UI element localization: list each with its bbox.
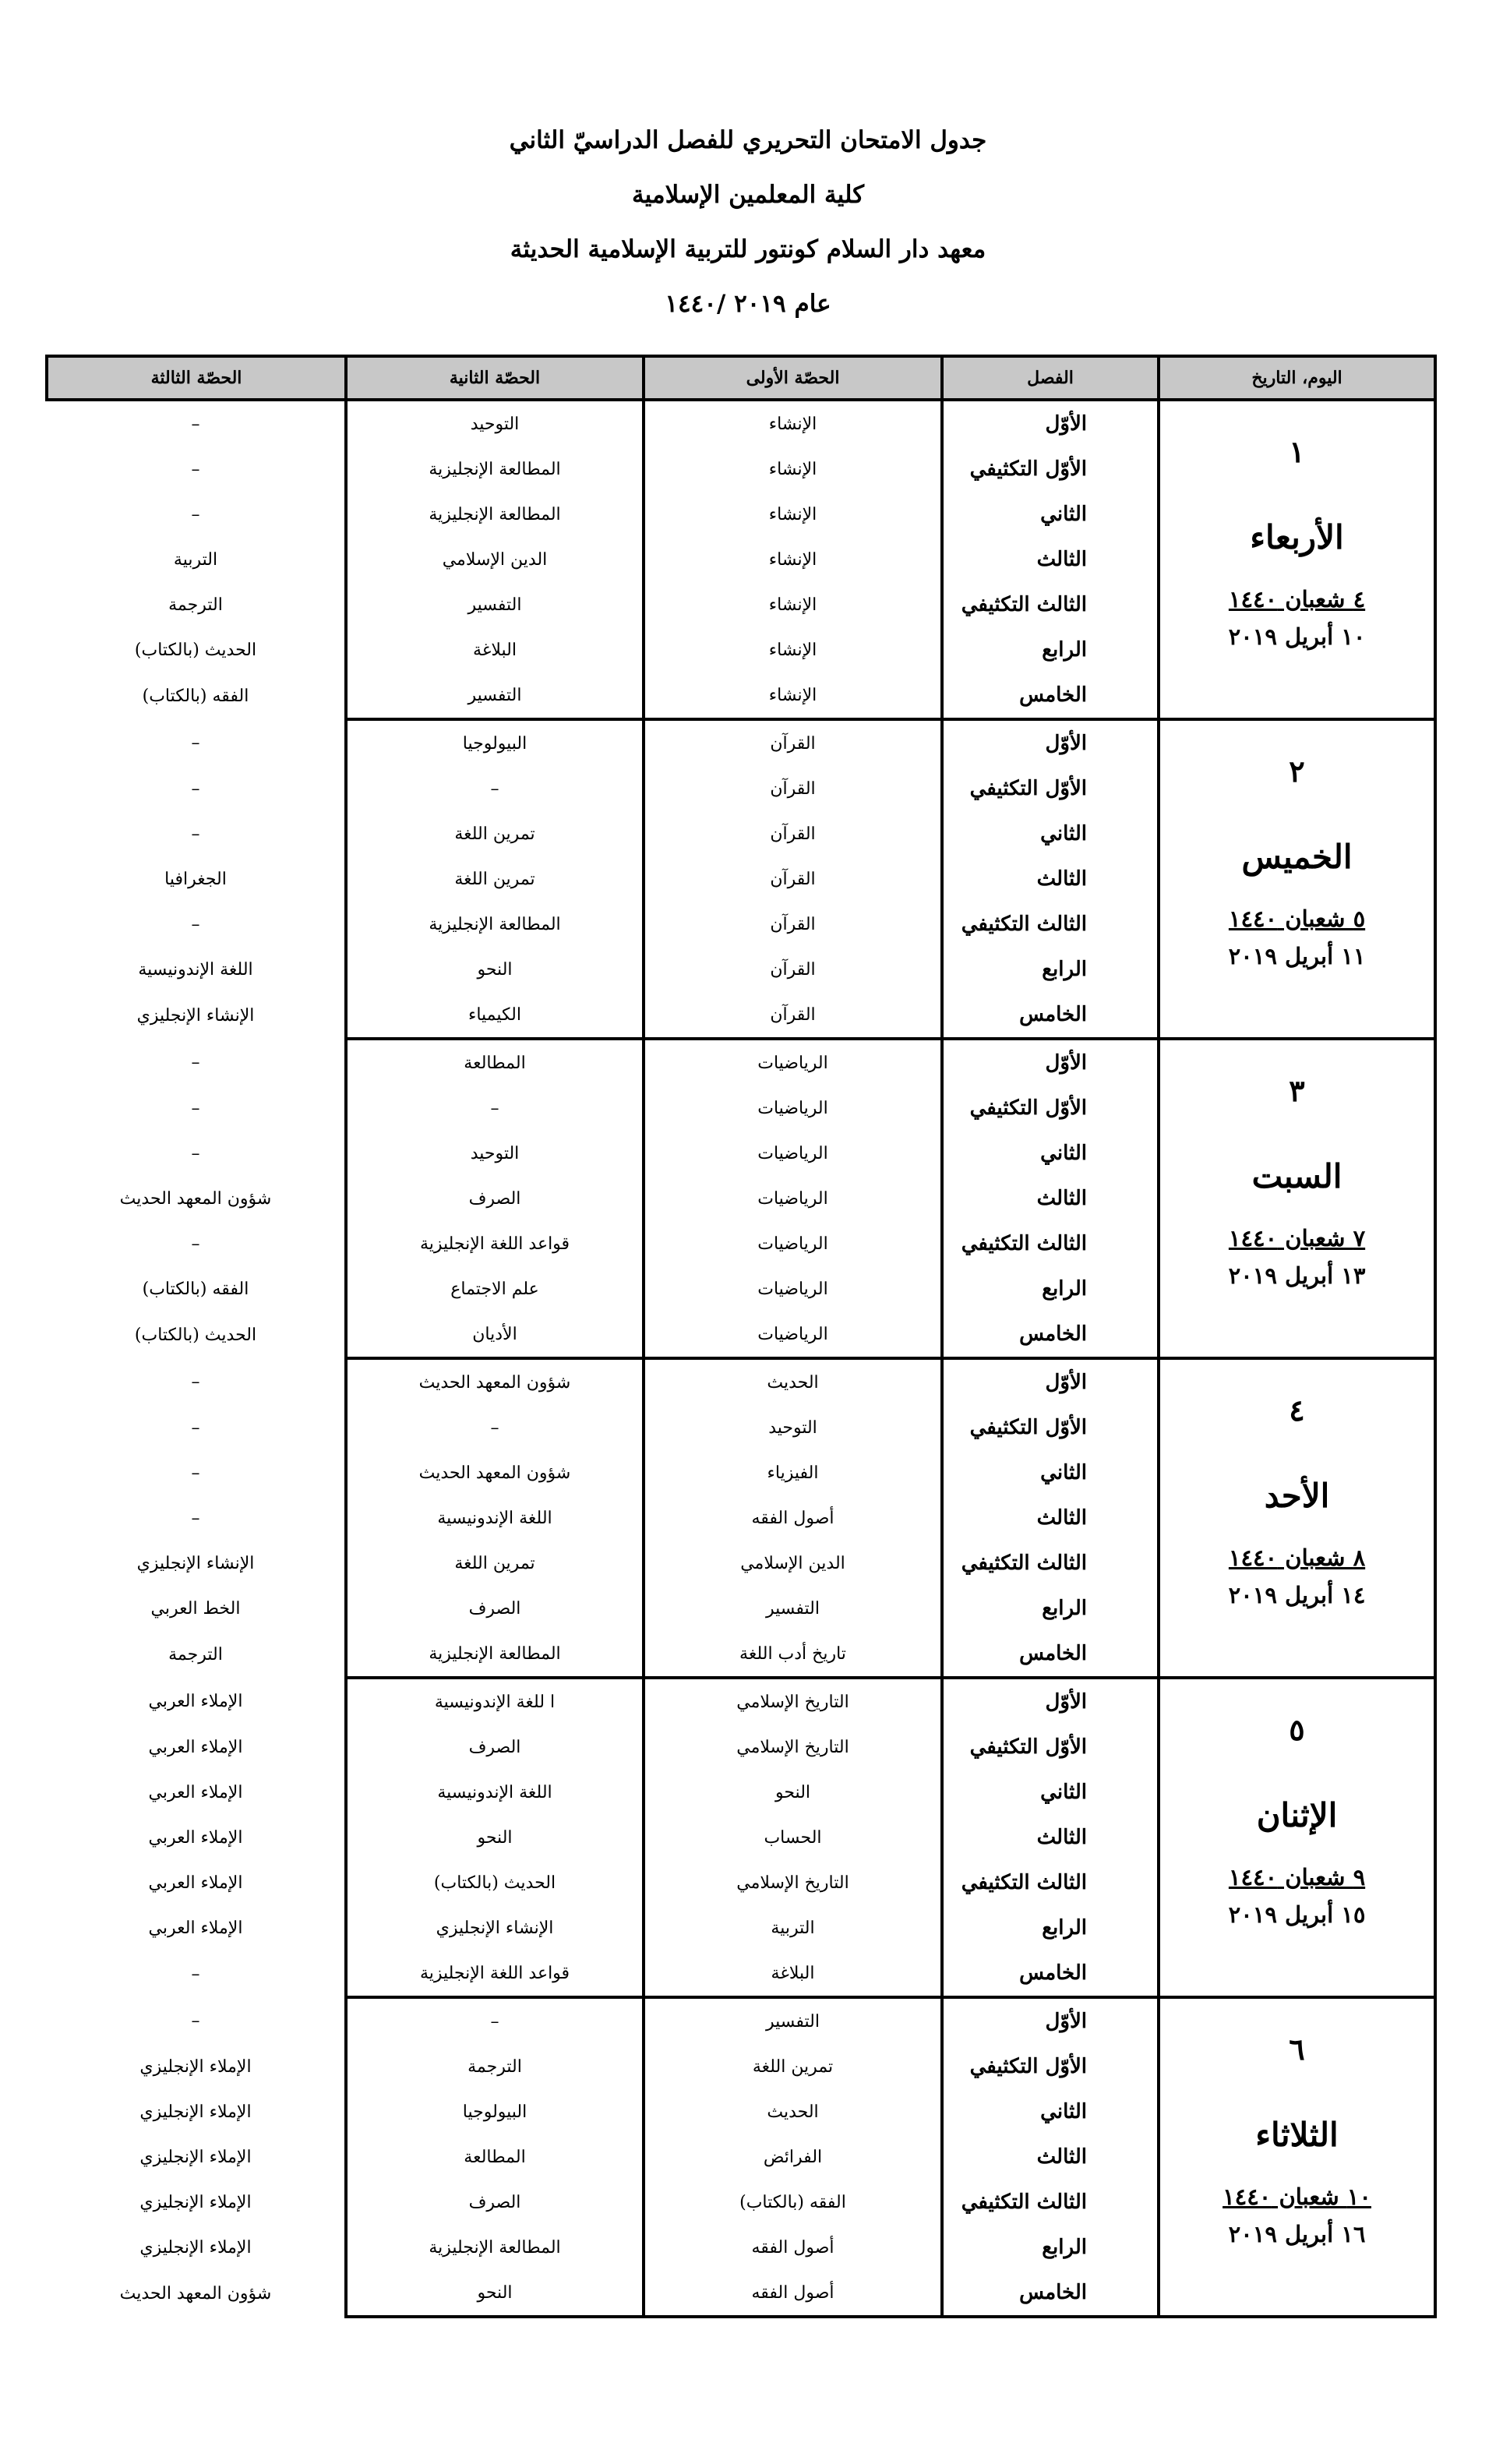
period-3-subject: –	[191, 1417, 200, 1438]
day-date-cell	[1159, 400, 1435, 719]
class-name: الثالث التكثيفي	[942, 1221, 1159, 1266]
period-3-subject: الإملاء العربي	[148, 1873, 243, 1893]
period-1-subject: الإنشاء	[644, 627, 942, 672]
class-name: الأوّل	[942, 1997, 1159, 2044]
table-row	[47, 1039, 1435, 1086]
class-name: الثاني	[942, 2089, 1159, 2134]
period-3-subject: شؤون المعهد الحديث	[119, 2283, 272, 2303]
class-name: الثاني	[942, 1131, 1159, 1176]
period-3-subject: الإملاء العربي	[148, 1918, 243, 1938]
class-name: الرابع	[942, 1266, 1159, 1311]
period-3-subject: الإنشاء الإنجليزي	[136, 1553, 255, 1573]
period-1-subject: الإنشاء	[644, 447, 942, 492]
period-2-subject: تمرين اللغة	[346, 811, 644, 856]
period-2-subject: النحو	[346, 1815, 644, 1860]
period-3-subject: الإملاء الإنجليزي	[139, 2102, 252, 2122]
period-3-subject: –	[191, 914, 200, 934]
class-name: الأوّل	[942, 1678, 1159, 1724]
period-1-subject: الإنشاء	[644, 582, 942, 627]
hijri-date: ١٠ شعبان ١٤٤٠	[1223, 2183, 1371, 2210]
class-name: الثالث	[942, 1495, 1159, 1541]
period-1-subject: الفرائض	[644, 2134, 942, 2180]
period-2-subject: الترجمة	[346, 2044, 644, 2089]
period-2-subject: ا للغة الإندونيسية	[346, 1678, 644, 1724]
day-date-cell	[1159, 719, 1435, 1039]
period-2-subject: الصرف	[346, 1176, 644, 1221]
period-3-subject: –	[191, 1463, 200, 1483]
period-3-subject: –	[191, 1234, 200, 1254]
period-1-subject: الحديث	[644, 2089, 942, 2134]
class-name: الثالث التكثيفي	[942, 2180, 1159, 2225]
period-3-subject: الإملاء العربي	[148, 1827, 243, 1848]
period-2-subject: الحديث (بالكتاب)	[346, 1860, 644, 1905]
period-3-subject: شؤون المعهد الحديث	[119, 1188, 272, 1209]
period-3-subject: الترجمة	[168, 1644, 223, 1664]
schedule-body	[47, 400, 1435, 2317]
period-1-subject: التاريخ الإسلامي	[644, 1724, 942, 1770]
period-1-subject: الرياضيات	[644, 1221, 942, 1266]
class-name: الثالث	[942, 1176, 1159, 1221]
period-2-subject: البيولوجيا	[346, 719, 644, 766]
period-2-subject: التفسير	[346, 672, 644, 719]
period-2-subject: الصرف	[346, 2180, 644, 2225]
period-3-subject: –	[191, 504, 200, 524]
day-block	[1160, 1999, 1434, 2253]
period-2-subject: المطالعة	[346, 2134, 644, 2180]
period-1-subject: الرياضيات	[644, 1131, 942, 1176]
period-2-subject: تمرين اللغة	[346, 856, 644, 902]
class-name: الأوّل التكثيفي	[942, 2044, 1159, 2089]
period-2-subject: –	[346, 1405, 644, 1450]
period-3-subject: الإملاء الإنجليزي	[139, 2147, 252, 2167]
class-name: الخامس	[942, 1950, 1159, 1997]
period-1-subject: النحو	[644, 1770, 942, 1815]
period-1-subject: أصول الفقه	[644, 2270, 942, 2317]
period-2-subject: المطالعة الإنجليزية	[346, 492, 644, 537]
period-3-subject: الترجمة	[168, 595, 223, 615]
day-name: الإثنان	[1256, 1796, 1338, 1834]
class-name: الأوّل	[942, 719, 1159, 766]
gregorian-date: ١٤ أبريل ٢٠١٩	[1228, 1582, 1366, 1608]
day-date-cell	[1159, 1997, 1435, 2317]
period-1-subject: القرآن	[644, 947, 942, 992]
period-3-subject: اللغة الإندونيسية	[138, 959, 253, 980]
period-1-subject: الإنشاء	[644, 672, 942, 719]
period-1-subject: الفيزياء	[644, 1450, 942, 1495]
period-3-subject: –	[191, 824, 200, 844]
period-2-subject: شؤون المعهد الحديث	[346, 1358, 644, 1405]
period-3-subject: الحديث (بالكتاب)	[134, 640, 257, 660]
day-date-cell	[1159, 1039, 1435, 1358]
period-2-subject: التوحيد	[346, 1131, 644, 1176]
period-3-subject: –	[191, 1371, 200, 1392]
header-period-2: الحصّة الثانية	[346, 356, 644, 400]
day-name: الأربعاء	[1250, 518, 1344, 556]
period-1-subject: التفسير	[644, 1586, 942, 1631]
period-1-subject: القرآن	[644, 902, 942, 947]
period-3-subject: –	[191, 414, 200, 434]
period-1-subject: القرآن	[644, 992, 942, 1039]
day-number: ١	[1289, 434, 1305, 469]
period-3-subject: الإنشاء الإنجليزي	[136, 1005, 255, 1025]
period-2-subject: البلاغة	[346, 627, 644, 672]
class-name: الرابع	[942, 1586, 1159, 1631]
period-2-subject: المطالعة الإنجليزية	[346, 2225, 644, 2270]
class-name: الرابع	[942, 947, 1159, 992]
class-name: الثالث	[942, 537, 1159, 582]
day-date-cell	[1159, 1358, 1435, 1678]
period-2-subject: المطالعة الإنجليزية	[346, 902, 644, 947]
day-block	[1160, 401, 1434, 655]
period-3-subject: –	[191, 459, 200, 479]
period-2-subject: –	[346, 1086, 644, 1131]
period-1-subject: القرآن	[644, 719, 942, 766]
day-date-cell	[1159, 1678, 1435, 1997]
period-1-subject: القرآن	[644, 811, 942, 856]
period-1-subject: التوحيد	[644, 1405, 942, 1450]
period-1-subject: الرياضيات	[644, 1039, 942, 1086]
header-period-1: الحصّة الأولى	[644, 356, 942, 400]
day-name: الثلاثاء	[1255, 2116, 1339, 2154]
period-2-subject: التفسير	[346, 582, 644, 627]
hijri-date: ٩ شعبان ١٤٤٠	[1228, 1864, 1366, 1890]
exam-schedule-table	[45, 355, 1437, 2318]
day-block	[1160, 721, 1434, 975]
college-name: كلية المعلمين الإسلامية	[632, 181, 864, 209]
period-2-subject: البيولوجيا	[346, 2089, 644, 2134]
period-3-subject: الحديث (بالكتاب)	[134, 1325, 257, 1345]
period-2-subject: الأديان	[346, 1311, 644, 1358]
header-class: الفصل	[942, 356, 1159, 400]
period-1-subject: الإنشاء	[644, 537, 942, 582]
day-number: ٣	[1289, 1073, 1305, 1108]
day-block	[1160, 1679, 1434, 1933]
period-3-subject: الخط العربي	[150, 1598, 241, 1619]
gregorian-date: ١٠ أبريل ٢٠١٩	[1228, 623, 1366, 650]
period-1-subject: الرياضيات	[644, 1176, 942, 1221]
institute-name: معهد دار السلام كونتور للتربية الإسلامية الحديثة	[510, 235, 986, 263]
period-3-subject: الإملاء الإنجليزي	[139, 2056, 252, 2077]
period-1-subject: الدين الإسلامي	[644, 1541, 942, 1586]
period-2-subject: الصرف	[346, 1724, 644, 1770]
period-3-subject: الجغرافيا	[164, 869, 227, 889]
period-2-subject: شؤون المعهد الحديث	[346, 1450, 644, 1495]
class-name: الخامس	[942, 992, 1159, 1039]
period-3-subject: التربية	[173, 549, 218, 570]
table-row	[47, 1358, 1435, 1405]
period-3-subject: الإملاء العربي	[148, 1782, 243, 1802]
period-3-subject: الإملاء العربي	[148, 1737, 243, 1757]
period-2-subject: علم الاجتماع	[346, 1266, 644, 1311]
day-name: الأحد	[1264, 1477, 1330, 1515]
table-row	[47, 400, 1435, 447]
class-name: الأوّل التكثيفي	[942, 1724, 1159, 1770]
class-name: الثاني	[942, 811, 1159, 856]
class-name: الثالث	[942, 856, 1159, 902]
class-name: الثاني	[942, 492, 1159, 537]
period-1-subject: القرآن	[644, 856, 942, 902]
period-1-subject: الإنشاء	[644, 400, 942, 447]
period-2-subject: اللغة الإندونيسية	[346, 1495, 644, 1541]
period-3-subject: الإملاء الإنجليزي	[139, 2237, 252, 2257]
class-name: الثالث	[942, 1815, 1159, 1860]
day-number: ٥	[1289, 1712, 1305, 1747]
header-period-3: الحصّة الثالثة	[47, 356, 346, 400]
class-name: الثاني	[942, 1450, 1159, 1495]
period-1-subject: أصول الفقه	[644, 2225, 942, 2270]
day-number: ٦	[1289, 2032, 1305, 2067]
period-2-subject: النحو	[346, 2270, 644, 2317]
class-name: الأوّل التكثيفي	[942, 1086, 1159, 1131]
period-1-subject: تمرين اللغة	[644, 2044, 942, 2089]
table-header-row	[47, 356, 1435, 400]
academic-year: عام ٢٠١٩ /١٤٤٠	[665, 290, 831, 318]
class-name: الثالث التكثيفي	[942, 902, 1159, 947]
hijri-date: ٨ شعبان ١٤٤٠	[1228, 1544, 1366, 1571]
period-3-subject: الإملاء العربي	[148, 1691, 243, 1711]
period-1-subject: التفسير	[644, 1997, 942, 2044]
table-row	[47, 1997, 1435, 2044]
period-2-subject: اللغة الإندونيسية	[346, 1770, 644, 1815]
period-2-subject: المطالعة الإنجليزية	[346, 447, 644, 492]
class-name: الخامس	[942, 672, 1159, 719]
day-name: الخميس	[1241, 838, 1353, 876]
class-name: الثالث التكثيفي	[942, 1541, 1159, 1586]
period-1-subject: الإنشاء	[644, 492, 942, 537]
schedule-title: جدول الامتحان التحريري للفصل الدراسيّ الثاني	[509, 126, 987, 154]
class-name: الثالث التكثيفي	[942, 582, 1159, 627]
period-1-subject: الرياضيات	[644, 1086, 942, 1131]
class-name: الأوّل التكثيفي	[942, 1405, 1159, 1450]
class-name: الخامس	[942, 1631, 1159, 1678]
class-name: الرابع	[942, 1905, 1159, 1950]
class-name: الرابع	[942, 2225, 1159, 2270]
table-row	[47, 719, 1435, 766]
class-name: الأوّل	[942, 400, 1159, 447]
period-3-subject: الفقه (بالكتاب)	[142, 686, 249, 706]
class-name: الرابع	[942, 627, 1159, 672]
period-3-subject: –	[191, 2010, 200, 2031]
period-1-subject: التاريخ الإسلامي	[644, 1678, 942, 1724]
period-3-subject: –	[191, 778, 200, 799]
day-block	[1160, 1360, 1434, 1614]
period-3-subject: –	[191, 1098, 200, 1118]
period-1-subject: الرياضيات	[644, 1266, 942, 1311]
period-1-subject: التاريخ الإسلامي	[644, 1860, 942, 1905]
period-1-subject: الحساب	[644, 1815, 942, 1860]
day-name: السبت	[1251, 1157, 1343, 1195]
period-3-subject: الفقه (بالكتاب)	[142, 1279, 249, 1299]
gregorian-date: ١٣ أبريل ٢٠١٩	[1228, 1262, 1366, 1289]
period-1-subject: التربية	[644, 1905, 942, 1950]
day-block	[1160, 1040, 1434, 1294]
period-2-subject: المطالعة	[346, 1039, 644, 1086]
period-2-subject: قواعد اللغة الإنجليزية	[346, 1950, 644, 1997]
gregorian-date: ١٥ أبريل ٢٠١٩	[1228, 1901, 1366, 1928]
period-3-subject: –	[191, 732, 200, 753]
class-name: الأوّل	[942, 1358, 1159, 1405]
class-name: الأوّل التكثيفي	[942, 766, 1159, 811]
day-number: ٤	[1289, 1393, 1305, 1428]
period-2-subject: الإنشاء الإنجليزي	[346, 1905, 644, 1950]
period-1-subject: تاريخ أدب اللغة	[644, 1631, 942, 1678]
class-name: الثالث التكثيفي	[942, 1860, 1159, 1905]
period-1-subject: الرياضيات	[644, 1311, 942, 1358]
class-name: الأوّل التكثيفي	[942, 447, 1159, 492]
class-name: الأوّل	[942, 1039, 1159, 1086]
period-1-subject: الحديث	[644, 1358, 942, 1405]
period-2-subject: المطالعة الإنجليزية	[346, 1631, 644, 1678]
period-1-subject: البلاغة	[644, 1950, 942, 1997]
period-2-subject: –	[346, 1997, 644, 2044]
day-number: ٢	[1289, 754, 1305, 789]
period-2-subject: قواعد اللغة الإنجليزية	[346, 1221, 644, 1266]
period-3-subject: الإملاء الإنجليزي	[139, 2192, 252, 2212]
gregorian-date: ١١ أبريل ٢٠١٩	[1228, 943, 1366, 969]
period-2-subject: –	[346, 766, 644, 811]
class-name: الخامس	[942, 1311, 1159, 1358]
table-row	[47, 1678, 1435, 1724]
class-name: الخامس	[942, 2270, 1159, 2317]
period-1-subject: أصول الفقه	[644, 1495, 942, 1541]
document-header	[0, 126, 1496, 347]
period-1-subject: القرآن	[644, 766, 942, 811]
gregorian-date: ١٦ أبريل ٢٠١٩	[1228, 2221, 1366, 2247]
period-1-subject: الفقه (بالكتاب)	[644, 2180, 942, 2225]
period-2-subject: تمرين اللغة	[346, 1541, 644, 1586]
period-3-subject: –	[191, 1508, 200, 1528]
period-2-subject: النحو	[346, 947, 644, 992]
header-day-date: اليوم، التاريخ	[1159, 356, 1435, 400]
period-2-subject: الدين الإسلامي	[346, 537, 644, 582]
period-2-subject: الكيمياء	[346, 992, 644, 1039]
period-2-subject: الصرف	[346, 1586, 644, 1631]
class-name: الثالث	[942, 2134, 1159, 2180]
hijri-date: ٥ شعبان ١٤٤٠	[1228, 905, 1366, 932]
hijri-date: ٤ شعبان ١٤٤٠	[1228, 586, 1366, 612]
period-3-subject: –	[191, 1052, 200, 1072]
period-2-subject: التوحيد	[346, 400, 644, 447]
period-3-subject: –	[191, 1964, 200, 1984]
class-name: الثاني	[942, 1770, 1159, 1815]
period-3-subject: –	[191, 1143, 200, 1163]
hijri-date: ٧ شعبان ١٤٤٠	[1228, 1225, 1366, 1251]
